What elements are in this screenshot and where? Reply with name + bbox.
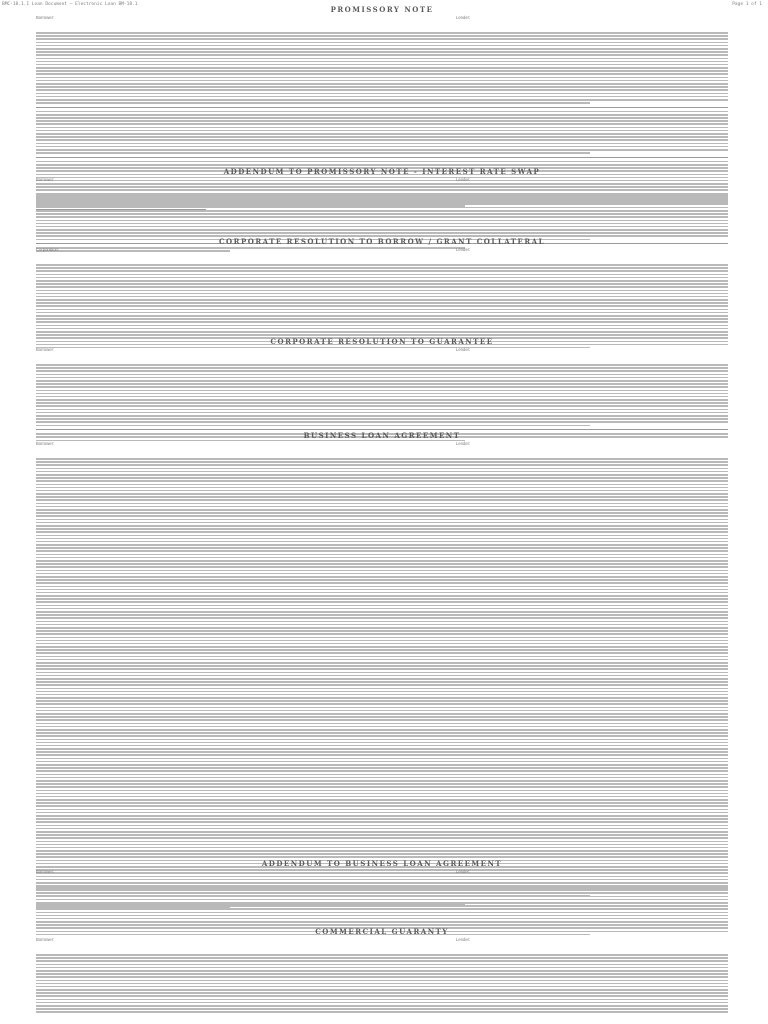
section-title: BUSINESS LOAN AGREEMENT xyxy=(303,431,461,440)
borrower-label: Borrower: xyxy=(36,441,55,446)
agreement-body-text xyxy=(36,458,728,908)
section-title: COMMERCIAL GUARANTY xyxy=(315,927,449,936)
section-title: CORPORATE RESOLUTION TO BORROW / GRANT COLLATERAL xyxy=(218,237,546,246)
party-block xyxy=(36,14,728,30)
lender-label: Lender: xyxy=(456,247,471,252)
lender-label: Lender: xyxy=(456,347,471,352)
addendum-business-loan-section xyxy=(36,860,728,937)
page-number: Page 1 of 1 xyxy=(732,2,762,7)
section-title: CORPORATE RESOLUTION TO GUARANTEE xyxy=(270,337,494,346)
lender-label: Lender: xyxy=(456,869,471,874)
guarantee-resolution-body-text xyxy=(36,364,728,441)
guaranty-body-text xyxy=(36,954,728,1013)
resolution-body-text xyxy=(36,264,728,348)
section-title: ADDENDUM TO PROMISSORY NOTE - INTEREST RATE SWAP xyxy=(223,167,541,176)
lender-label: Lender: xyxy=(456,177,471,182)
borrower-label: Borrower: xyxy=(36,177,55,182)
corporate-resolution-borrow-section xyxy=(36,238,728,350)
lender-label: Lender: xyxy=(456,15,471,20)
section-title: PROMISSORY NOTE xyxy=(330,5,434,14)
section-title: ADDENDUM TO BUSINESS LOAN AGREEMENT xyxy=(261,859,503,868)
party-block xyxy=(36,936,728,952)
borrower-label: Borrower: xyxy=(36,937,55,942)
party-block xyxy=(36,176,728,192)
lender-label: Lender: xyxy=(456,937,471,942)
party-block xyxy=(36,346,728,362)
borrower-label: Borrower: xyxy=(36,869,55,874)
commercial-guaranty-section xyxy=(36,928,728,1015)
party-block xyxy=(36,868,728,884)
party-block xyxy=(36,246,728,262)
party-block xyxy=(36,440,728,456)
header-left-text: BMC-18.1.1 Loan Document – Electronic Loan BM-18.1 xyxy=(2,2,138,7)
borrower-label: Corporation: xyxy=(36,247,60,252)
corporate-resolution-guarantee-section xyxy=(36,338,728,443)
lender-label: Lender: xyxy=(456,441,471,446)
borrower-label: Borrower: xyxy=(36,15,55,20)
business-loan-agreement-section xyxy=(36,432,728,910)
borrower-label: Borrower: xyxy=(36,347,55,352)
